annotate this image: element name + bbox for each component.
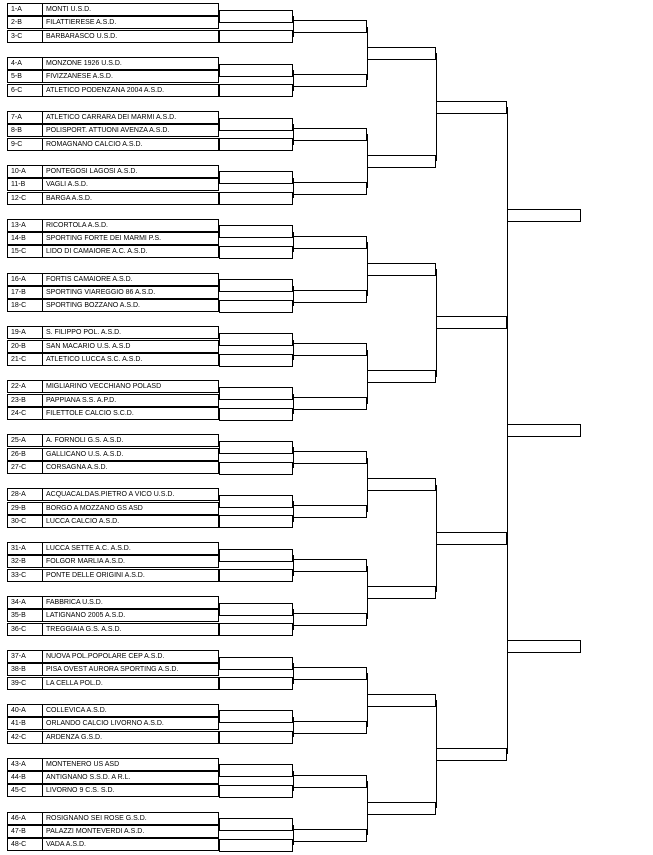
team-row: [7, 825, 219, 838]
team-row: [7, 717, 219, 730]
team-row: [7, 677, 219, 690]
round1-slot: [219, 657, 293, 670]
round1-slot: [219, 623, 293, 636]
round2-slot: [293, 343, 367, 356]
round5-slot: [507, 209, 581, 222]
team-row: [7, 771, 219, 784]
team-name: VAGLI A.S.D.: [46, 181, 88, 189]
team-code: 38-B: [8, 664, 43, 675]
team-name: LIVORNO 9 C.S. S.D.: [46, 787, 115, 795]
team-row: [7, 353, 219, 366]
team-name: RICORTOLA A.S.D.: [46, 221, 108, 229]
team-code: 12-C: [8, 193, 43, 204]
team-code: 11-B: [8, 179, 43, 190]
team-row: [7, 407, 219, 420]
team-name: LUCCA SETTE A.C. A.S.D.: [46, 545, 131, 552]
team-name: ORLANDO CALCIO LIVORNO A.S.D.: [46, 720, 164, 728]
team-name: PONTEGOSI LAGOSI A.S.D.: [46, 167, 138, 175]
team-code: 45-C: [8, 785, 43, 796]
team-name: ATLETICO PODENZANA 2004 A.S.D.: [46, 86, 165, 94]
team-name: SPORTING FORTE DEI MARMI P.S.: [46, 235, 162, 242]
team-row: [7, 30, 219, 43]
team-row: [7, 515, 219, 528]
team-name: SAN MACARIO U.S. A.S.D: [46, 342, 131, 350]
team-row: [7, 609, 219, 622]
team-code: 25-A: [8, 435, 43, 446]
team-name: SPORTING VIAREGGIO 86 A.S.D.: [46, 288, 156, 296]
team-row: [7, 326, 219, 339]
team-name: LUCCA CALCIO A.S.D.: [46, 517, 120, 525]
round1-slot: [219, 785, 293, 798]
team-row: [7, 758, 219, 771]
round4-slot: [436, 316, 507, 329]
team-name: MONTI U.S.D.: [46, 6, 92, 13]
team-code: 22-A: [8, 381, 43, 392]
team-row: [7, 448, 219, 461]
team-row: [7, 84, 219, 97]
team-row: [7, 704, 219, 717]
team-name: A. FORNOLI G.S. A.S.D.: [46, 437, 124, 445]
team-row: [7, 461, 219, 474]
round1-slot: [219, 677, 293, 690]
team-row: [7, 16, 219, 29]
round2-slot: [293, 397, 367, 410]
team-code: 31-A: [8, 543, 43, 554]
team-code: 14-B: [8, 233, 43, 244]
round1-slot: [219, 300, 293, 313]
round1-slot: [219, 84, 293, 97]
team-name: VADA A.S.D.: [46, 841, 86, 849]
team-row: [7, 165, 219, 178]
round3-slot: [367, 586, 436, 599]
team-row: [7, 57, 219, 70]
team-code: 27-C: [8, 462, 43, 473]
team-name: S. FILIPPO POL. A.S.D.: [46, 329, 122, 337]
team-row: [7, 340, 219, 353]
round4-slot: [436, 101, 507, 114]
team-name: PALAZZI MONTEVERDI A.S.D.: [46, 827, 145, 835]
team-name: ACQUACALDAS.PIETRO A VICO U.S.D.: [46, 491, 175, 499]
team-code: 47-B: [8, 826, 43, 837]
team-name: ATLETICO LUCCA S.C. A.S.D.: [46, 356, 143, 364]
round1-slot: [219, 569, 293, 582]
team-row: [7, 178, 219, 191]
team-name: PONTE DELLE ORIGINI A.S.D.: [46, 571, 145, 579]
team-row: [7, 784, 219, 797]
team-code: 28-A: [8, 489, 43, 500]
team-code: 9-C: [8, 139, 43, 150]
team-code: 41-B: [8, 718, 43, 729]
round4-slot: [436, 532, 507, 545]
team-code: 32-B: [8, 556, 43, 567]
round1-slot: [219, 171, 293, 184]
round1-slot: [219, 30, 293, 43]
round1-slot: [219, 354, 293, 367]
round4-slot: [436, 748, 507, 761]
team-code: 40-A: [8, 705, 43, 716]
team-row: [7, 555, 219, 568]
round1-slot: [219, 387, 293, 400]
team-name: BARGA A.S.D.: [46, 194, 92, 202]
round1-slot: [219, 279, 293, 292]
round2-slot: [293, 128, 367, 141]
round1-slot: [219, 246, 293, 259]
team-row: [7, 542, 219, 555]
team-name: POLISPORT. ATTUONI AVENZA A.S.D.: [46, 127, 170, 135]
team-name: FILETTOLE CALCIO S.C.D.: [46, 410, 134, 418]
round3-slot: [367, 155, 436, 168]
team-code: 8-B: [8, 125, 43, 136]
team-row: [7, 434, 219, 447]
team-code: 37-A: [8, 651, 43, 662]
round2-slot: [293, 613, 367, 626]
team-row: [7, 838, 219, 851]
team-name: ROSIGNANO SEI ROSE G.S.D.: [46, 814, 147, 822]
round2-slot: [293, 829, 367, 842]
team-name: TREGGIAIA G.S. A.S.D.: [46, 625, 122, 633]
team-name: LA CELLA POL.D.: [46, 679, 103, 687]
team-code: 4-A: [8, 58, 43, 69]
round1-slot: [219, 764, 293, 777]
final-slot: [507, 424, 581, 437]
team-name: BARBARASCO U.S.D.: [46, 32, 118, 40]
team-name: NUOVA POL.POPOLARE CEP A.S.D.: [46, 652, 165, 660]
round5-slot: [507, 640, 581, 653]
round1-slot: [219, 462, 293, 475]
round3-slot: [367, 370, 436, 383]
team-row: [7, 299, 219, 312]
team-row: [7, 70, 219, 83]
team-name: ATLETICO CARRARA DEI MARMI A.S.D.: [46, 113, 177, 121]
team-code: 15-C: [8, 246, 43, 257]
team-code: 26-B: [8, 449, 43, 460]
team-name: FIVIZZANESE A.S.D.: [46, 73, 113, 81]
team-row: [7, 273, 219, 286]
team-row: [7, 245, 219, 258]
round1-slot: [219, 138, 293, 151]
team-code: 30-C: [8, 516, 43, 527]
team-name: PAPPIANA S.S. A.P.D.: [46, 396, 117, 404]
team-code: 36-C: [8, 624, 43, 635]
team-code: 23-B: [8, 395, 43, 406]
team-row: [7, 502, 219, 515]
team-row: [7, 111, 219, 124]
team-name: LIDO DI CAMAIORE A.C. A.S.D.: [46, 248, 148, 256]
team-code: 3-C: [8, 31, 43, 42]
team-row: [7, 138, 219, 151]
team-row: [7, 488, 219, 501]
round1-slot: [219, 441, 293, 454]
team-code: 6-C: [8, 85, 43, 96]
team-row: [7, 124, 219, 137]
team-row: [7, 394, 219, 407]
team-name: MONZONE 1926 U.S.D.: [46, 59, 122, 67]
team-code: 13-A: [8, 220, 43, 231]
round1-slot: [219, 225, 293, 238]
round1-slot: [219, 818, 293, 831]
team-code: 7-A: [8, 112, 43, 123]
team-name: ANTIGNANO S.S.D. A R.L.: [46, 774, 131, 781]
round1-slot: [219, 603, 293, 616]
team-name: FABBRICA U.S.D.: [46, 598, 103, 606]
team-name: FILATTIERESE A.S.D.: [46, 19, 117, 27]
round1-slot: [219, 515, 293, 528]
round3-slot: [367, 694, 436, 707]
round3-slot: [367, 47, 436, 60]
team-row: [7, 663, 219, 676]
team-code: 33-C: [8, 570, 43, 581]
team-row: [7, 812, 219, 825]
team-row: [7, 569, 219, 582]
round2-slot: [293, 74, 367, 87]
round2-slot: [293, 290, 367, 303]
team-row: [7, 650, 219, 663]
round2-slot: [293, 236, 367, 249]
team-name: MIGLIARINO VECCHIANO POLASD: [46, 383, 162, 391]
round2-slot: [293, 182, 367, 195]
round1-slot: [219, 710, 293, 723]
team-row: [7, 286, 219, 299]
round1-slot: [219, 118, 293, 131]
team-code: 35-B: [8, 610, 43, 621]
team-code: 20-B: [8, 341, 43, 352]
team-row: [7, 232, 219, 245]
round2-slot: [293, 451, 367, 464]
team-code: 16-A: [8, 274, 43, 285]
round3-slot: [367, 802, 436, 815]
team-code: 29-B: [8, 503, 43, 514]
team-row: [7, 219, 219, 232]
round1-slot: [219, 408, 293, 421]
team-row: [7, 596, 219, 609]
team-name: ARDENZA G.S.D.: [46, 733, 103, 741]
team-row: [7, 3, 219, 16]
round1-slot: [219, 549, 293, 562]
round2-slot: [293, 667, 367, 680]
round2-slot: [293, 721, 367, 734]
team-name: SPORTING BOZZANO A.S.D.: [46, 302, 140, 310]
round1-slot: [219, 10, 293, 23]
team-name: COLLEVICA A.S.D.: [46, 706, 107, 714]
round2-slot: [293, 559, 367, 572]
round1-slot: [219, 839, 293, 852]
team-code: 19-A: [8, 327, 43, 338]
team-row: [7, 623, 219, 636]
team-name: ROMAGNANO CALCIO A.S.D.: [46, 140, 143, 148]
round1-slot: [219, 64, 293, 77]
round1-slot: [219, 192, 293, 205]
team-code: 48-C: [8, 839, 43, 850]
team-name: MONTENERO US ASD: [46, 760, 120, 768]
team-name: BORGO A MOZZANO GS ASD: [46, 504, 143, 512]
team-code: 34-A: [8, 597, 43, 608]
team-name: GALLICANO U.S. A.S.D.: [46, 450, 124, 458]
team-code: 42-C: [8, 732, 43, 743]
round1-slot: [219, 495, 293, 508]
team-name: FORTIS CAMAIORE A.S.D.: [46, 275, 133, 283]
team-code: 1-A: [8, 4, 43, 15]
team-code: 17-B: [8, 287, 43, 298]
round2-slot: [293, 505, 367, 518]
team-name: FOLGOR MARLIA A.S.D.: [46, 558, 125, 566]
round2-slot: [293, 775, 367, 788]
team-code: 2-B: [8, 17, 43, 28]
round1-slot: [219, 333, 293, 346]
team-code: 44-B: [8, 772, 43, 783]
team-row: [7, 731, 219, 744]
team-code: 39-C: [8, 678, 43, 689]
team-code: 5-B: [8, 71, 43, 82]
round1-slot: [219, 731, 293, 744]
team-code: 43-A: [8, 759, 43, 770]
team-name: PISA OVEST AURORA SPORTING A.S.D.: [46, 666, 179, 674]
team-code: 10-A: [8, 166, 43, 177]
team-code: 18-C: [8, 300, 43, 311]
round3-slot: [367, 263, 436, 276]
round2-slot: [293, 20, 367, 33]
team-code: 21-C: [8, 354, 43, 365]
team-row: [7, 192, 219, 205]
team-name: LATIGNANO 2005 A.S.D.: [46, 612, 126, 620]
round3-slot: [367, 478, 436, 491]
team-name: CORSAGNA A.S.D.: [46, 464, 108, 471]
team-row: [7, 380, 219, 393]
team-code: 24-C: [8, 408, 43, 419]
team-code: 46-A: [8, 813, 43, 824]
